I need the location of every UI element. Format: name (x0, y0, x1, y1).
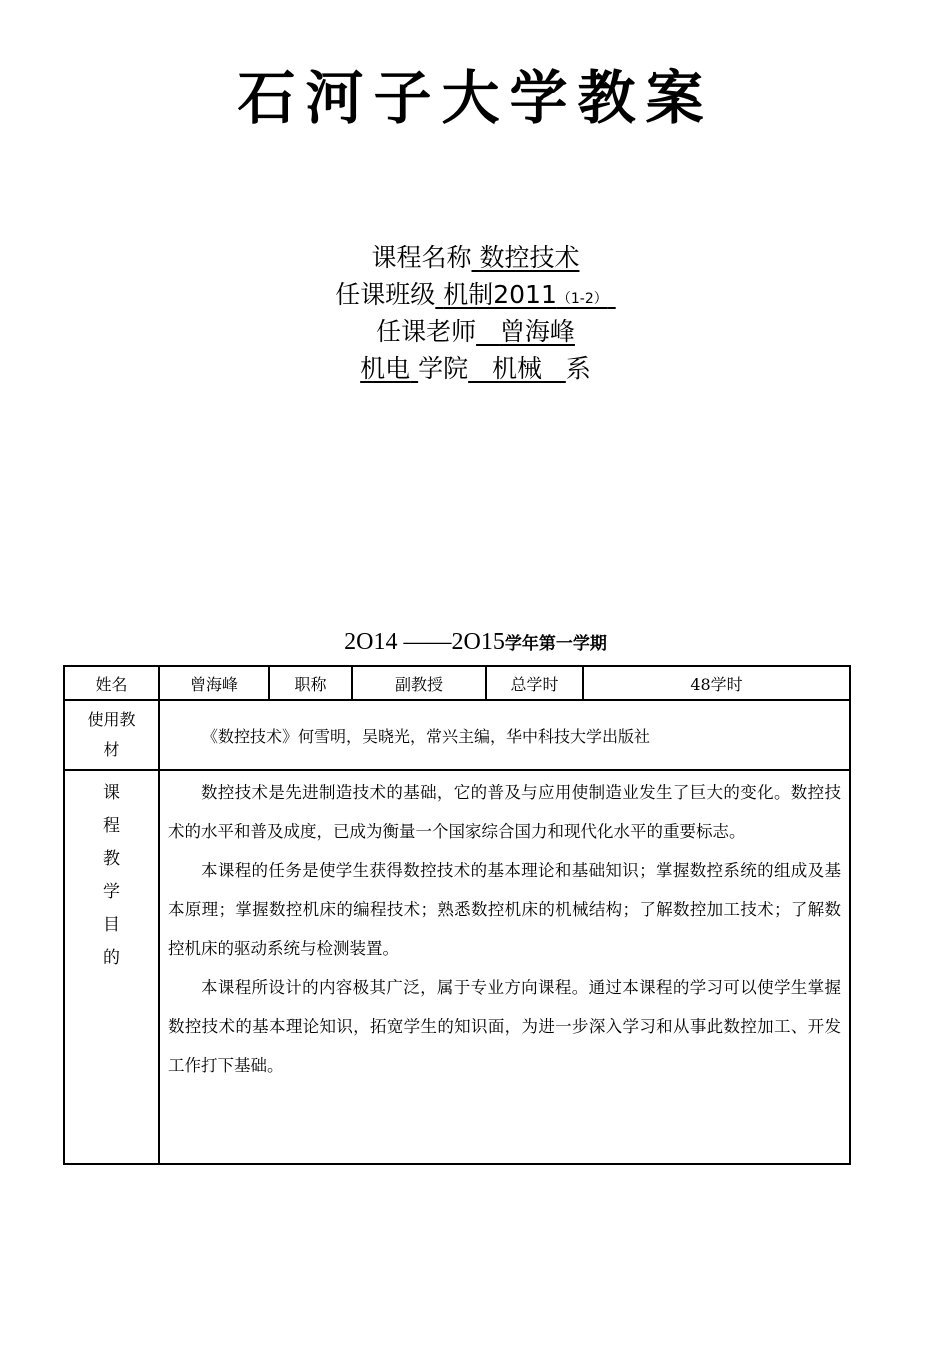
objective-paragraph: 本课程的任务是使学生获得数控技术的基本理论和基础知识；掌握数控系统的组成及基本原理；掌握数控机床的编程技术；熟悉数控机床的机械结构；了解数控加工技术；了解数控机床的驱动系统与检测装置。 (168, 861, 841, 958)
course-name-line (0, 243, 951, 273)
class-label: 任课班级 (335, 280, 436, 309)
rank-value: 副教授 (352, 666, 486, 700)
course-name-value: 数控技术 (479, 243, 580, 272)
objective-paragraph: 本课程所设计的内容极其广泛，属于专业方向课程。通过本课程的学习可以使学生掌握数控技术的基本理论知识，拓宽学生的知识面，为进一步深入学习和从事此数控加工、开发工作打下基础。 (168, 978, 841, 1075)
rank-label: 职称 (269, 666, 352, 700)
department-label: 系 (565, 354, 591, 383)
table-row (64, 666, 850, 700)
department-line (0, 354, 951, 384)
table-row (64, 770, 850, 1164)
course-name-label: 课程名称 (371, 243, 472, 272)
objective-paragraph: 数控技术是先进制造技术的基础，它的普及与应用使制造业发生了巨大的变化。数控技术的水平和普及成度，已成为衡量一个国家综合国力和现代化水平的重要标志。 (168, 783, 841, 841)
teacher-label: 任课老师 (376, 317, 477, 346)
objective-label: 课 程 教 学 目 的 (64, 770, 159, 1164)
textbook-label: 使用教材 (64, 700, 159, 770)
teacher-value: 曾海峰 (499, 317, 575, 346)
term-text: 学年第一学期 (504, 634, 607, 654)
term-years: 2O14 ——2O15 (344, 629, 505, 655)
teacher-line (0, 317, 951, 347)
department-value: 机械 (491, 354, 542, 383)
objective-content (159, 770, 850, 1164)
name-label: 姓名 (64, 666, 159, 700)
document-title: 石河子大学教案 (237, 64, 714, 132)
name-value: 曾海峰 (159, 666, 269, 700)
textbook-value: 《数控技术》何雪明，吴晓光，常兴主编，华中科技大学出版社 (159, 700, 850, 770)
college-label: 学院 (418, 354, 469, 383)
class-line (0, 280, 951, 314)
table-row (64, 700, 850, 770)
hours-value: 48学时 (583, 666, 850, 700)
class-value: 机制2011（1-2） (443, 280, 608, 309)
lesson-plan-table (63, 665, 851, 1165)
term-line (0, 627, 951, 659)
hours-label: 总学时 (486, 666, 583, 700)
college-value: 机电 (360, 354, 411, 383)
